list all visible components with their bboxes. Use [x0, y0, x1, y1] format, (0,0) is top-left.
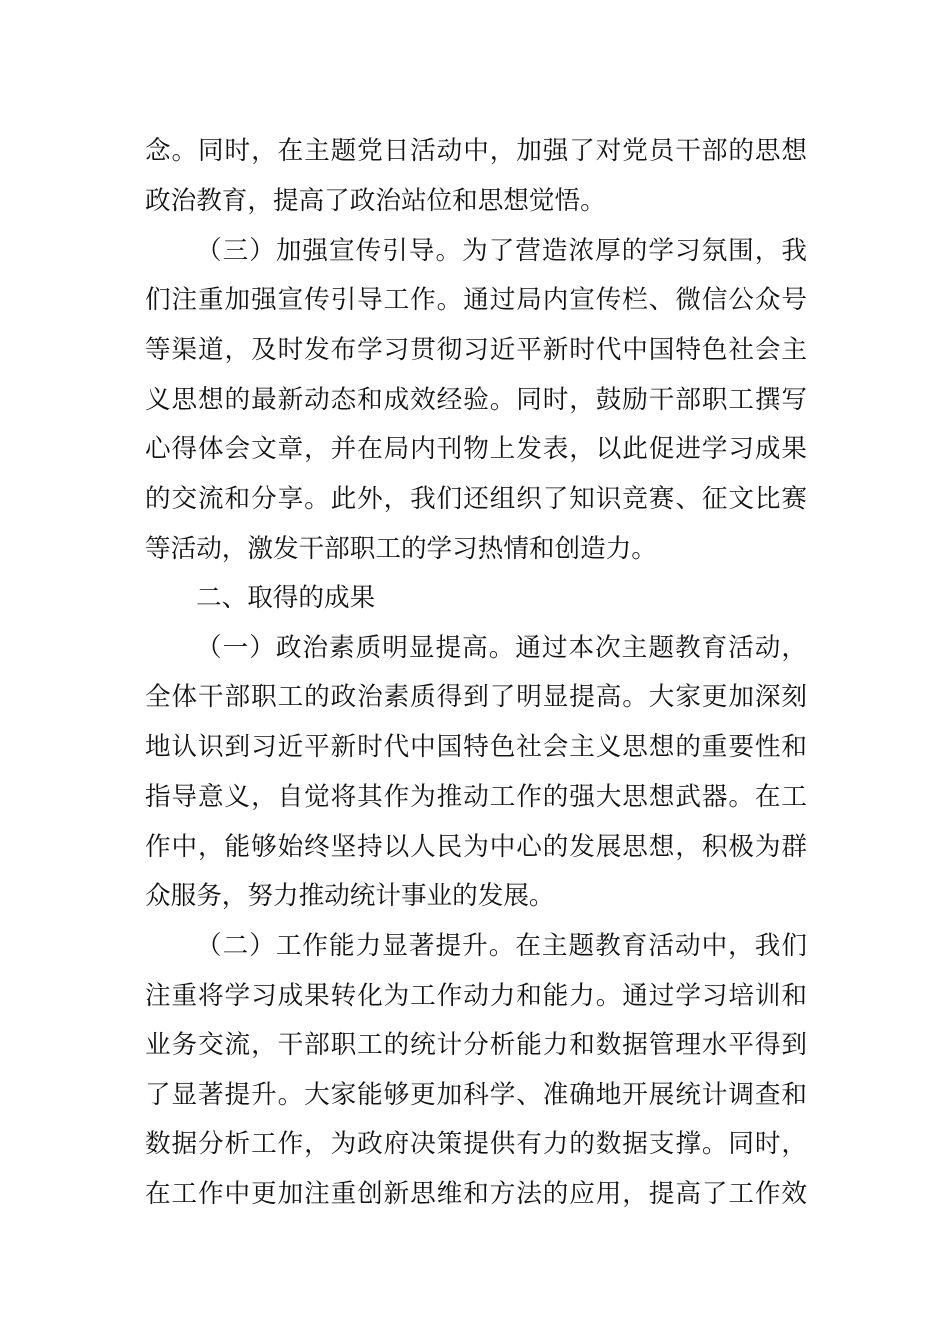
text-line: 等活动，激发干部职工的学习热情和创造力。	[145, 534, 657, 564]
text-line: 全体干部职工的政治素质得到了明显提高。大家更加深刻	[145, 682, 807, 712]
text-line: 数据分析工作，为政府决策提供有力的数据支撑。同时，	[145, 1129, 807, 1159]
text-line: 念。同时，在主题党日活动中，加强了对党员干部的思想	[145, 136, 807, 166]
text-line: 作中，能够始终坚持以人民为中心的发展思想，积极为群	[145, 832, 807, 862]
section-heading-2: （二）工作能力显著提升。在主题教育活动中，我们	[196, 931, 807, 961]
text-line: 注重将学习成果转化为工作动力和能力。通过学习培训和	[145, 981, 807, 1011]
text-line: 的交流和分享。此外，我们还组织了知识竞赛、征文比赛	[145, 484, 807, 514]
section-heading-1: （一）政治素质明显提高。通过本次主题教育活动，	[196, 633, 807, 663]
text-line: 在工作中更加注重创新思维和方法的应用，提高了工作效	[145, 1179, 807, 1209]
section-heading-3: （三）加强宣传引导。为了营造浓厚的学习氛围，我	[196, 236, 807, 266]
chapter-heading: 二、取得的成果	[196, 583, 376, 613]
text-line: 了显著提升。大家能够更加科学、准确地开展统计调查和	[145, 1080, 807, 1110]
text-line: 地认识到习近平新时代中国特色社会主义思想的重要性和	[145, 732, 807, 762]
text-line: 政治教育，提高了政治站位和思想觉悟。	[145, 186, 606, 216]
text-line: 们注重加强宣传引导工作。通过局内宣传栏、微信公众号	[145, 285, 807, 315]
text-line: 等渠道，及时发布学习贯彻习近平新时代中国特色社会主	[145, 335, 807, 365]
text-line: 众服务，努力推动统计事业的发展。	[145, 881, 555, 911]
text-line: 业务交流，干部职工的统计分析能力和数据管理水平得到	[145, 1030, 807, 1060]
text-line: 义思想的最新动态和成效经验。同时，鼓励干部职工撰写	[145, 385, 807, 415]
text-line: 指导意义，自觉将其作为推动工作的强大思想武器。在工	[145, 782, 807, 812]
text-line: 心得体会文章，并在局内刊物上发表，以此促进学习成果	[145, 434, 807, 464]
